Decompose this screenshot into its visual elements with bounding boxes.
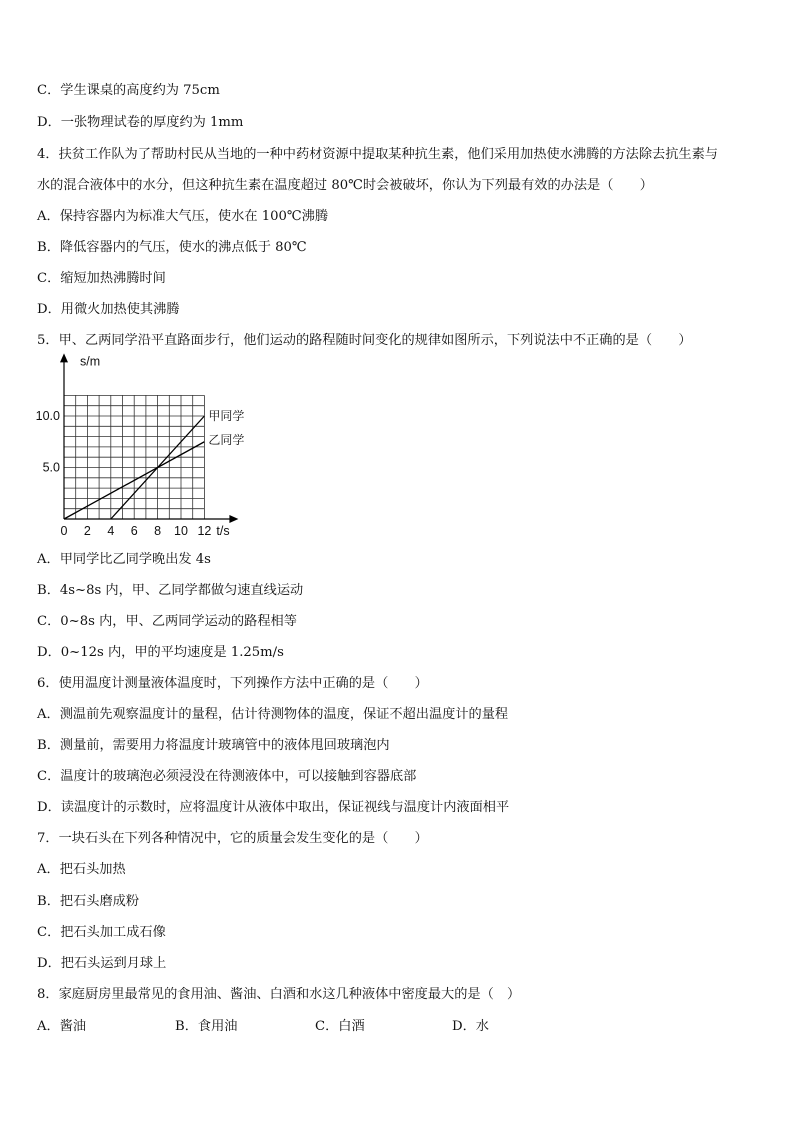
- q8-stem: 8．家庭厨房里最常见的食用油、酱油、白酒和水这几种液体中密度最大的是（ ）: [37, 987, 521, 1002]
- q8-option-a: A．酱油: [37, 1019, 87, 1034]
- series-label: 乙同学: [208, 432, 245, 447]
- q6-option-d: D．读温度计的示数时，应将温度计从液体中取出，保证视线与温度计内液面相平: [37, 800, 510, 815]
- q5-option-d: D．0~12s 内，甲的平均速度是 1.25m/s: [37, 645, 284, 660]
- q8-option-b: B．食用油: [175, 1019, 238, 1034]
- y-axis-label: s/m: [80, 354, 101, 369]
- q4-option-c: C．缩短加热沸腾时间: [37, 271, 166, 286]
- q6-stem: 6．使用温度计测量液体温度时，下列操作方法中正确的是（ ）: [37, 676, 428, 691]
- chart-grid: [64, 395, 204, 519]
- q8-options: [37, 1019, 737, 1035]
- q4-option-b: B．降低容器内的气压，使水的沸点低于 80℃: [37, 240, 307, 255]
- q6-option-c: C．温度计的玻璃泡必须浸没在待测液体中，可以接触到容器底部: [37, 769, 417, 784]
- x-tick-label: 8: [154, 524, 162, 538]
- x-tick-label: 4: [107, 524, 115, 538]
- y-axis-arrow: [60, 353, 68, 362]
- x-axis-arrow: [229, 515, 238, 523]
- q7-option-b: B．把石头磨成粉: [37, 894, 140, 909]
- chart-labels: [36, 354, 245, 538]
- q4-stem-line1: 4．扶贫工作队为了帮助村民从当地的一种中药材资源中提取某种抗生素，他们采用加热使水沸腾的方法除去抗生素与: [37, 147, 718, 162]
- x-axis-label: t/s: [216, 524, 230, 538]
- q4-option-a: A．保持容器内为标准大气压，使水在 100℃沸腾: [37, 209, 329, 224]
- x-tick-label: 6: [130, 524, 138, 538]
- series-label: 甲同学: [208, 409, 245, 423]
- q5-option-b: B．4s~8s 内，甲、乙同学都做匀速直线运动: [37, 583, 304, 598]
- q4-option-d: D．用微火加热使其沸腾: [37, 302, 180, 317]
- x-tick-label: 2: [83, 524, 91, 538]
- q7-option-d: D．把石头运到月球上: [37, 956, 167, 971]
- x-tick-label: 0: [60, 524, 68, 538]
- q5-option-a: A．甲同学比乙同学晚出发 4s: [37, 552, 211, 567]
- q5-option-c: C．0~8s 内，甲、乙两同学运动的路程相等: [37, 614, 297, 629]
- q7-stem: 7．一块石头在下列各种情况中，它的质量会发生变化的是（ ）: [37, 831, 428, 846]
- q8-option-c: C．白酒: [315, 1019, 365, 1034]
- q8-option-d: D．水: [452, 1019, 489, 1034]
- prev-option-c: C．学生课桌的高度约为 75cm: [37, 83, 220, 98]
- y-tick-label: 10.0: [35, 409, 60, 423]
- y-tick-label: 5.0: [42, 460, 60, 475]
- q6-option-b: B．测量前，需要用力将温度计玻璃管中的液体甩回玻璃泡内: [37, 738, 390, 753]
- q7-option-a: A．把石头加热: [37, 862, 126, 877]
- q5-stem: 5．甲、乙两同学沿平直路面步行，他们运动的路程随时间变化的规律如图所示，下列说法中不正确的是（ ）: [37, 333, 692, 348]
- q7-option-c: C．把石头加工成石像: [37, 925, 166, 940]
- x-tick-label: 10: [174, 524, 188, 538]
- prev-option-d: D．一张物理试卷的厚度约为 1mm: [37, 115, 244, 130]
- x-tick-label: 12: [197, 524, 212, 538]
- q6-option-a: A．测温前先观察温度计的量程，估计待测物体的温度，保证不超出温度计的量程: [37, 707, 509, 722]
- q4-stem-line2: 水的混合液体中的水分，但这种抗生素在温度超过 80℃时会被破坏，你认为下列最有效的办法是（ ）: [37, 178, 653, 193]
